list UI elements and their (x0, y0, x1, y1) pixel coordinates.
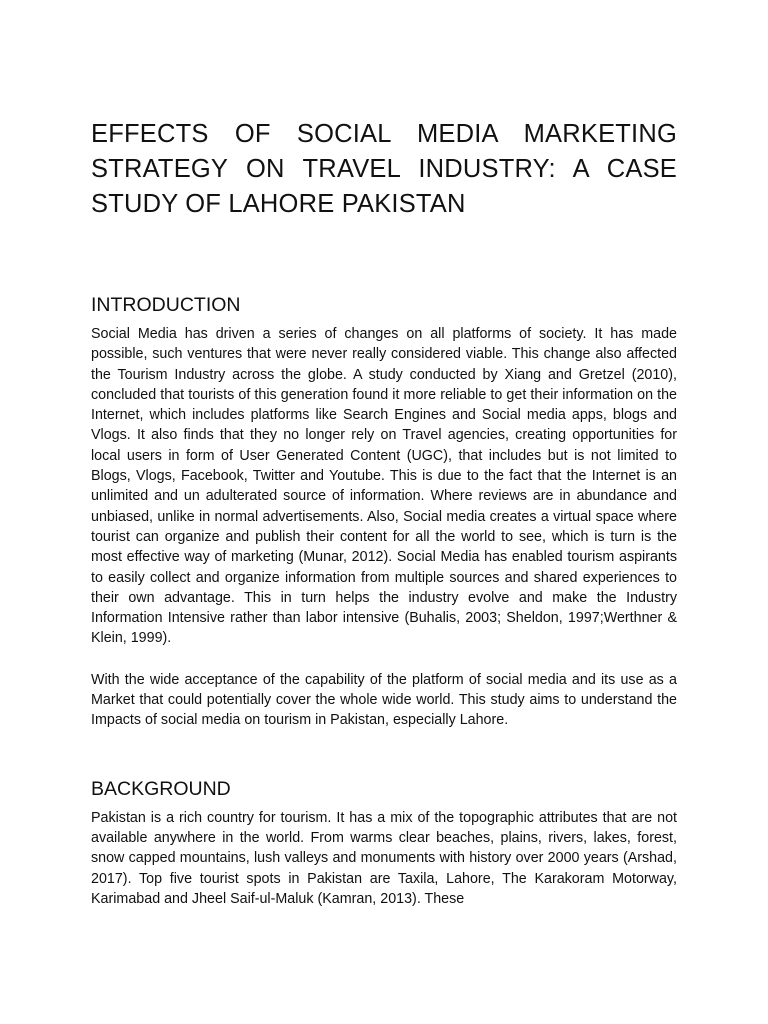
document-page (91, 0, 677, 909)
document-title: EFFECTS OF SOCIAL MEDIA MARKETING STRATEGY ON TRAVEL INDUSTRY: A CASE STUDY OF LAHORE PAKISTAN (91, 120, 677, 218)
background-heading: BACKGROUND (91, 777, 231, 800)
background-paragraph-1: Pakistan is a rich country for tourism. It has a mix of the topographic attributes that are not available anywhere in the world. From warms clear beaches, plains, rivers, lakes, forest, snow capped mountains, lush valleys and monuments with history over 2000 years (Arshad, 2017). Top five tourist spots in Pakistan are Taxila, Lahore, The Karakoram Motorway, Karimabad and Jheel Saif-ul-Maluk (Kamran, 2013). These (91, 809, 677, 907)
introduction-paragraph-1: Social Media has driven a series of changes on all platforms of society. It has made possible, such ventures that were never really considered viable. This change also affected the Tourism Industry across the globe. A study conducted by Xiang and Gretzel (2010), concluded that tourists of this generation found it more reliable to get their information on the Internet, which includes platforms like Search Engines and Social media apps, blogs and Vlogs. It also finds that they no longer rely on Travel agencies, creating opportunities for local users in form of User Generated Content (UGC), that includes but is not limited to Blogs, Vlogs, Facebook, Twitter and Youtube. This is due to the fact that the Internet is an unlimited and un adulterated source of information. Where reviews are in abundance and unbiased, unlike in normal advertisements. Also, Social media creates a virtual space where tourist can organize and publish their content for all the world to see, which is turn is the most effective way of marketing (Munar, 2012). Social Media has enabled tourism aspirants to easily collect and organize information from multiple sources and shared experiences to their own advantage. This in turn helps the industry evolve and make the Industry Information Intensive rather than labor intensive (Buhalis, 2003; Sheldon, 1997;Werthner & Klein, 1999). (91, 326, 677, 647)
introduction-paragraph-2: With the wide acceptance of the capability of the platform of social media and its use as a Market that could potentially cover the whole wide world. This study aims to understand the Impacts of social media on tourism in Pakistan, especially Lahore. (91, 671, 677, 729)
introduction-heading: INTRODUCTION (91, 294, 241, 316)
